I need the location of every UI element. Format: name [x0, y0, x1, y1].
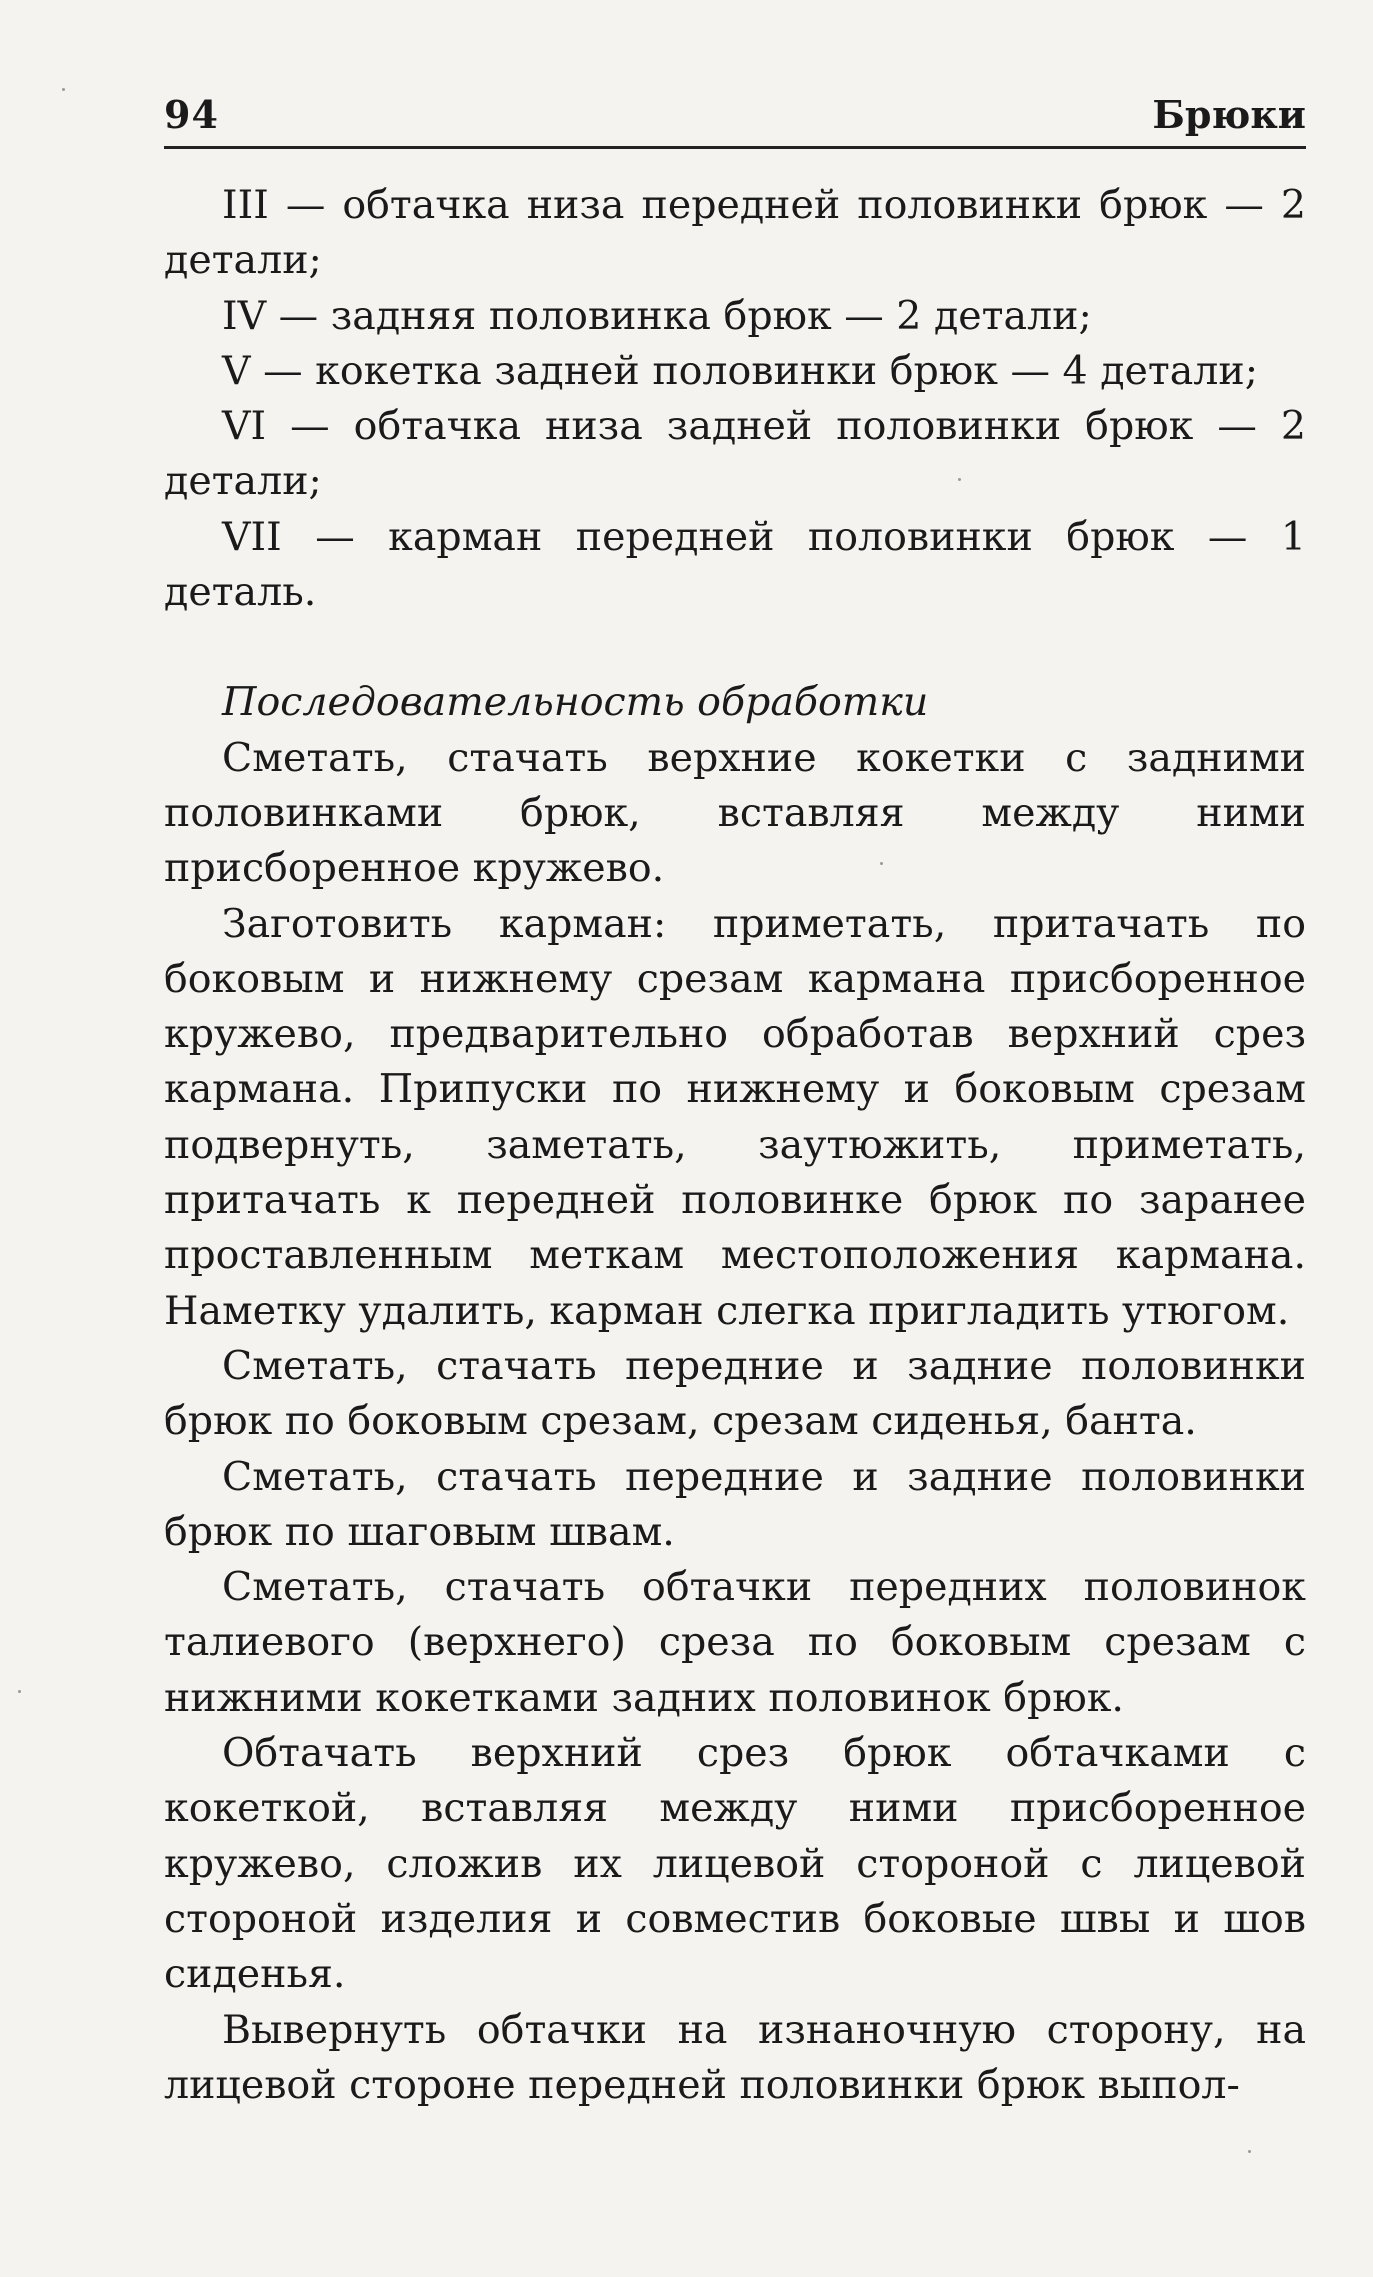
scan-speck: [958, 478, 961, 481]
scan-speck: [880, 862, 883, 865]
body-text: [164, 178, 1306, 2113]
running-header: [164, 88, 1306, 149]
list-item: III — обтачка низа передней половинки брюк — 2 детали;: [164, 182, 1306, 284]
scan-speck: [18, 1690, 21, 1693]
list-item: V — кокетка задней половинки брюк — 4 детали;: [222, 347, 1259, 394]
subheading: Последовательность обработки: [222, 679, 929, 726]
paragraph: Сметать, стачать передние и задние половинки брюк по боковым срезам, срезам сиденья, банта.: [164, 1342, 1306, 1445]
paragraph: Сметать, стачать обтачки передних половинок талиевого (верхнего) среза по боковым срезам с нижними кокетками задних половинок брюк.: [164, 1564, 1306, 1721]
scan-speck: [1248, 2150, 1251, 2153]
paragraph: Сметать, стачать верхние кокетки с задними половинками брюк, вставляя между ними присборенное кружево.: [164, 734, 1306, 892]
scan-speck: [62, 88, 65, 91]
list-item: VII — карман передней половинки брюк — 1 деталь.: [164, 513, 1306, 616]
paragraph: Обтачать верхний срез брюк обтачками с кокеткой, вставляя между ними присборенное кружево, сложив их лицевой стороной с лицевой стороной изделия и совместив боковые швы и шов сиденья.: [164, 1730, 1306, 1998]
section-spacer: [164, 620, 1306, 675]
list-item: VI — обтачка низа задней половинки брюк — 2 детали;: [164, 403, 1306, 505]
page-number: 94: [164, 92, 219, 137]
paragraph: Вывернуть обтачки на изнаночную сторону, на лицевой стороне передней половинки брюк выпол-: [164, 2006, 1306, 2108]
paragraph: Заготовить карман: приметать, притачать по боковым и нижнему срезам кармана присборенное кружево, предварительно обработав верхний срез кармана. Припуски по нижнему и боковым срезам подвернуть, заметать, заутюжить, приметать, притачать к передней половинке брюк по заранее проставленным меткам местоположения кармана. Наметку удалить, карман слегка пригладить утюгом.: [164, 900, 1306, 1334]
paragraph: Сметать, стачать передние и задние половинки брюк по шаговым швам.: [164, 1453, 1306, 1555]
list-item: IV — задняя половинка брюк — 2 детали;: [222, 292, 1092, 339]
section-title: Брюки: [1152, 92, 1306, 137]
